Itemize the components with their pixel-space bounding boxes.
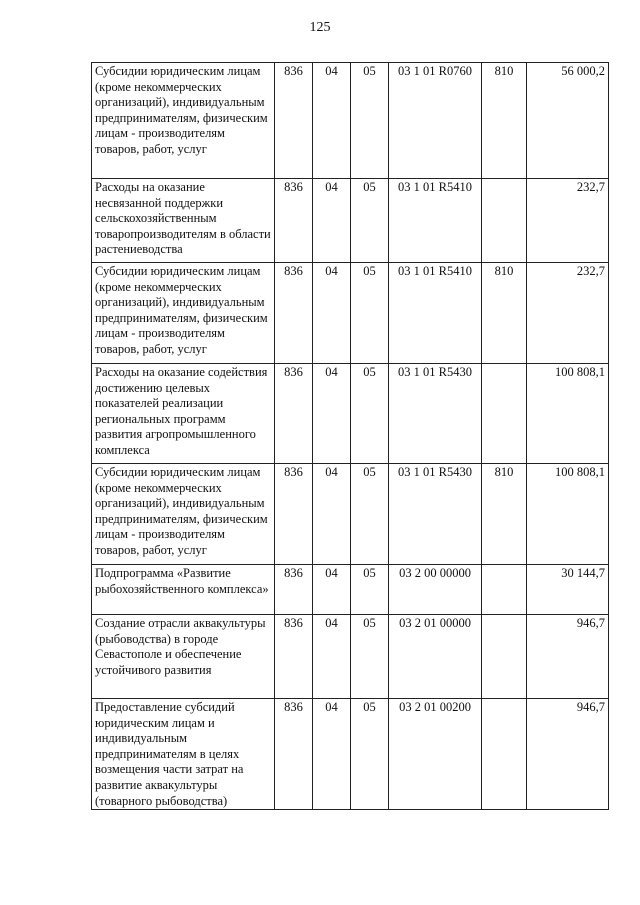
subsection-code-cell: 05 (351, 565, 389, 615)
target-article-cell: 03 2 01 00000 (389, 615, 482, 699)
expense-type-cell: 810 (482, 464, 527, 565)
amount-cell: 946,7 (527, 615, 609, 699)
ministry-code-cell: 836 (275, 699, 313, 810)
page-number: 125 (309, 20, 331, 35)
target-article-cell: 03 1 01 R5430 (389, 364, 482, 464)
table-row (92, 699, 609, 810)
row-name-cell: Субсидии юридическим лицам (кроме некоммерческих организаций), индивидуальным предпринимателям, физическим лицам - производителям товаров, работ, услуг (92, 464, 275, 565)
ministry-code-cell: 836 (275, 63, 313, 179)
table-row (92, 63, 609, 179)
row-name-cell: Создание отрасли аквакультуры (рыбоводства) в городе Севастополе и обеспечение устойчивого развития (92, 615, 275, 699)
amount-cell: 56 000,2 (527, 63, 609, 179)
ministry-code-cell: 836 (275, 615, 313, 699)
budget-table-body (92, 63, 609, 810)
expense-type-cell (482, 565, 527, 615)
table-row (92, 263, 609, 364)
target-article-cell: 03 2 00 00000 (389, 565, 482, 615)
table-row (92, 565, 609, 615)
target-article-cell: 03 1 01 R5410 (389, 263, 482, 364)
target-article-cell: 03 1 01 R0760 (389, 63, 482, 179)
ministry-code-cell: 836 (275, 464, 313, 565)
ministry-code-cell: 836 (275, 364, 313, 464)
section-code-cell: 04 (313, 63, 351, 179)
table-row (92, 615, 609, 699)
expense-type-cell (482, 364, 527, 464)
expense-type-cell (482, 615, 527, 699)
amount-cell: 946,7 (527, 699, 609, 810)
section-code-cell: 04 (313, 464, 351, 565)
subsection-code-cell: 05 (351, 699, 389, 810)
target-article-cell: 03 1 01 R5410 (389, 179, 482, 263)
subsection-code-cell: 05 (351, 63, 389, 179)
subsection-code-cell: 05 (351, 179, 389, 263)
expense-type-cell: 810 (482, 263, 527, 364)
target-article-cell: 03 1 01 R5430 (389, 464, 482, 565)
row-name-cell: Субсидии юридическим лицам (кроме некоммерческих организаций), индивидуальным предпринимателям, физическим лицам - производителям товаров, работ, услуг (92, 263, 275, 364)
section-code-cell: 04 (313, 615, 351, 699)
row-name-cell: Субсидии юридическим лицам (кроме некоммерческих организаций), индивидуальным предпринимателям, физическим лицам - производителям товаров, работ, услуг (92, 63, 275, 179)
row-name-cell: Предоставление субсидий юридическим лицам и индивидуальным предпринимателям в целях возмещения части затрат на развитие аквакультуры (товарного рыбоводства) (92, 699, 275, 810)
subsection-code-cell: 05 (351, 615, 389, 699)
table-row (92, 364, 609, 464)
subsection-code-cell: 05 (351, 364, 389, 464)
amount-cell: 232,7 (527, 179, 609, 263)
ministry-code-cell: 836 (275, 263, 313, 364)
row-name-cell: Расходы на оказание несвязанной поддержки сельскохозяйственным товаропроизводителям в области растениеводства (92, 179, 275, 263)
expense-type-cell (482, 179, 527, 263)
subsection-code-cell: 05 (351, 464, 389, 565)
ministry-code-cell: 836 (275, 179, 313, 263)
budget-table (91, 62, 609, 810)
section-code-cell: 04 (313, 179, 351, 263)
amount-cell: 30 144,7 (527, 565, 609, 615)
section-code-cell: 04 (313, 364, 351, 464)
row-name-cell: Расходы на оказание содействия достижению целевых показателей реализации региональных программ развития агропромышленного комплекса (92, 364, 275, 464)
target-article-cell: 03 2 01 00200 (389, 699, 482, 810)
amount-cell: 100 808,1 (527, 464, 609, 565)
expense-type-cell: 810 (482, 63, 527, 179)
ministry-code-cell: 836 (275, 565, 313, 615)
section-code-cell: 04 (313, 699, 351, 810)
expense-type-cell (482, 699, 527, 810)
amount-cell: 100 808,1 (527, 364, 609, 464)
table-row (92, 464, 609, 565)
row-name-cell: Подпрограмма «Развитие рыбохозяйственного комплекса» (92, 565, 275, 615)
section-code-cell: 04 (313, 565, 351, 615)
subsection-code-cell: 05 (351, 263, 389, 364)
section-code-cell: 04 (313, 263, 351, 364)
table-row (92, 179, 609, 263)
amount-cell: 232,7 (527, 263, 609, 364)
